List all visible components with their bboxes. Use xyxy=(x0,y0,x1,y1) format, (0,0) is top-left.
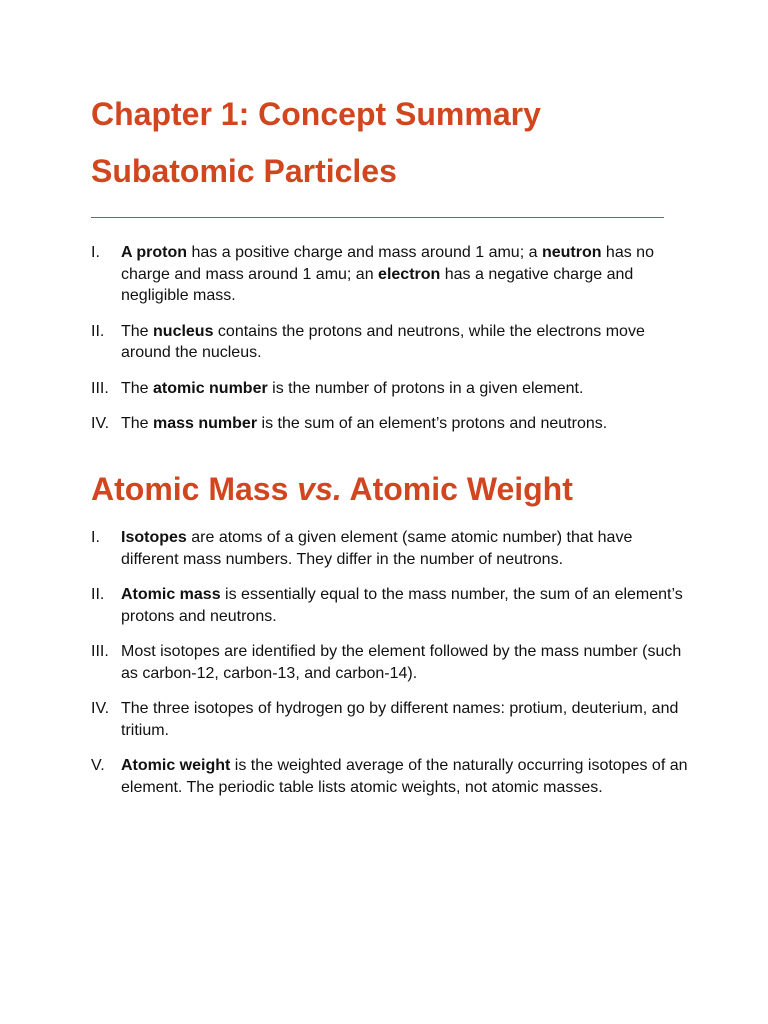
list-item xyxy=(91,755,691,798)
text-run: has a negative charge and negligible mass. xyxy=(121,265,634,304)
list-item-text xyxy=(121,586,683,625)
list-item-numeral: II. xyxy=(91,322,105,340)
list-item xyxy=(91,584,691,627)
list-item xyxy=(91,321,691,364)
list-item-text xyxy=(121,643,681,682)
text-run: The xyxy=(121,322,154,340)
list-item-numeral: I. xyxy=(91,529,100,546)
bold-term: nucleus xyxy=(153,322,214,340)
heading-part-3: Atomic Weight xyxy=(341,471,573,507)
section-title-atomic-mass-vs-weight xyxy=(91,469,573,509)
text-run: is the sum of an element’s protons and neutrons. xyxy=(257,415,608,432)
text-run: is essentially equal to the mass number, the sum of an element’s protons and neutrons. xyxy=(121,586,683,625)
list-item xyxy=(91,413,691,435)
text-run: The three isotopes of hydrogen go by different names: protium, deuterium, and tritium. xyxy=(121,700,679,739)
list-item-numeral: IV. xyxy=(91,700,110,717)
heading-part-vs: vs. xyxy=(297,471,342,507)
list-item-text xyxy=(121,700,678,739)
text-run: is the number of protons in a given element. xyxy=(267,379,584,397)
chapter-title: Chapter 1: Concept Summary xyxy=(91,96,541,132)
text-run: is the weighted average of the naturally occurring isotopes of an element. The periodic table lists atomic weights, not atomic masses. xyxy=(121,757,688,796)
section-title-subatomic-particles: Subatomic Particles xyxy=(91,153,397,189)
list-item-text xyxy=(121,323,645,362)
text-run: has no charge and mass around 1 amu; an xyxy=(121,244,654,283)
list-item-numeral: V. xyxy=(91,757,105,774)
subatomic-particles-list xyxy=(91,242,691,449)
text-run: are atoms of a given element (same atomic number) that have different mass numbers. They differ in the number of neutrons. xyxy=(121,529,633,568)
text-run: The xyxy=(121,415,154,432)
list-item xyxy=(91,242,691,307)
bold-term: Atomic weight xyxy=(121,757,231,774)
bold-term: Atomic mass xyxy=(121,586,221,603)
list-item xyxy=(91,698,691,741)
bold-term: electron xyxy=(378,265,441,283)
list-item-text xyxy=(121,244,654,304)
bold-term: atomic number xyxy=(153,379,268,397)
list-item-numeral: III. xyxy=(91,643,109,660)
list-item-numeral: III. xyxy=(91,379,109,397)
list-item xyxy=(91,641,691,684)
list-item xyxy=(91,527,691,570)
text-run: has a positive charge and mass around 1 amu; a xyxy=(187,244,542,261)
list-item-text xyxy=(121,757,688,796)
text-run: Most isotopes are identified by the element followed by the mass number (such as carbon-12, carbon-13, and carbon-14). xyxy=(121,643,682,682)
list-item-numeral: I. xyxy=(91,244,100,261)
text-run: contains the protons and neutrons, while the electrons move around the nucleus. xyxy=(121,322,645,361)
bold-term: Isotopes xyxy=(121,529,187,546)
atomic-mass-list xyxy=(91,527,691,812)
list-item xyxy=(91,378,691,400)
bold-term: mass number xyxy=(153,415,258,432)
list-item-numeral: II. xyxy=(91,586,105,603)
list-item-text xyxy=(121,380,583,397)
bold-term: neutron xyxy=(541,244,602,261)
bold-term: A proton xyxy=(121,244,188,261)
divider-rule xyxy=(91,217,664,218)
heading-part-1: Atomic Mass xyxy=(91,471,298,507)
list-item-text xyxy=(121,415,607,432)
list-item-numeral: IV. xyxy=(91,415,110,432)
list-item-text xyxy=(121,529,632,568)
text-run: The xyxy=(121,379,154,397)
